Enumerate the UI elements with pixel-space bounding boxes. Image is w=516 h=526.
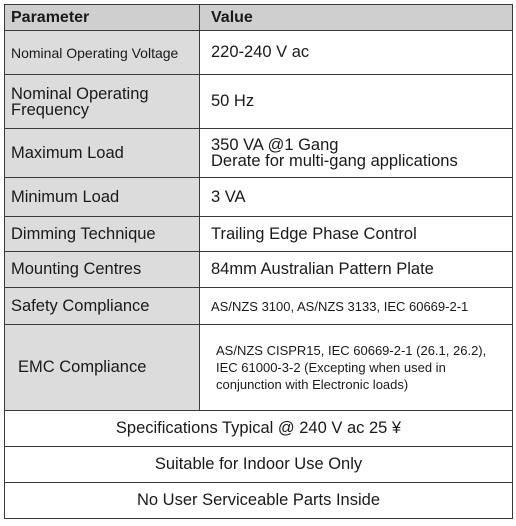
row-value: [200, 288, 513, 325]
row-parameter: [5, 129, 200, 178]
value-text-line: IEC 61000-3-2 (Excepting when used in: [216, 360, 446, 375]
footer-row: [5, 411, 513, 447]
row-value: [200, 252, 513, 288]
value-text: 50 Hz: [211, 92, 255, 110]
row-parameter: [5, 252, 200, 288]
header-parameter: Parameter: [5, 5, 200, 31]
row-value: [200, 325, 513, 411]
value-text: 220-240 V ac: [211, 43, 310, 61]
parameter-text: EMC Compliance: [18, 358, 147, 376]
specifications-table: [4, 4, 513, 519]
row-parameter: [5, 75, 200, 129]
value-text: Trailing Edge Phase Control: [211, 224, 417, 243]
value-text-line: AS/NZS CISPR15, IEC 60669-2-1 (26.1, 26.2),: [216, 343, 487, 358]
footer-note: No User Serviceable Parts Inside: [5, 483, 513, 519]
table-row: [5, 75, 513, 129]
table-row: [5, 252, 513, 288]
value-text: AS/NZS 3100, AS/NZS 3133, IEC 60669-2-1: [211, 298, 469, 314]
parameter-text-line: Frequency: [11, 100, 89, 119]
row-value: [200, 129, 513, 178]
row-value: [200, 217, 513, 252]
table-row: [5, 288, 513, 325]
value-text: 3 VA: [211, 187, 246, 206]
value-text-line: conjunction with Electronic loads): [216, 377, 409, 392]
header-value: Value: [200, 5, 513, 31]
parameter-text: Dimming Technique: [11, 224, 156, 243]
table-row: [5, 325, 513, 411]
parameter-text: Nominal Operating Voltage: [11, 44, 179, 61]
value-text: 84mm Australian Pattern Plate: [211, 260, 434, 278]
row-parameter: [5, 325, 200, 411]
row-value: [200, 31, 513, 75]
footer-row: [5, 483, 513, 519]
value-text-line: 350 VA @1 Gang: [211, 136, 339, 154]
footer-row: [5, 447, 513, 483]
row-parameter: [5, 288, 200, 325]
table-row: [5, 178, 513, 217]
value-text-line: Derate for multi-gang applications: [211, 152, 458, 170]
table-row: [5, 129, 513, 178]
parameter-text: Safety Compliance: [11, 296, 150, 315]
footer-note: Suitable for Indoor Use Only: [5, 447, 513, 483]
table-row: [5, 217, 513, 252]
row-parameter: [5, 31, 200, 75]
row-value: [200, 178, 513, 217]
table-header-row: [5, 5, 513, 31]
row-parameter: [5, 178, 200, 217]
parameter-text: Maximum Load: [11, 143, 124, 162]
row-value: [200, 75, 513, 129]
parameter-text: Minimum Load: [11, 187, 120, 206]
row-parameter: [5, 217, 200, 252]
parameter-text: Mounting Centres: [11, 260, 142, 278]
parameter-text-line: Nominal Operating: [11, 84, 149, 103]
footer-note: Specifications Typical @ 240 V ac 25 ¥: [5, 411, 513, 447]
table-row: [5, 31, 513, 75]
